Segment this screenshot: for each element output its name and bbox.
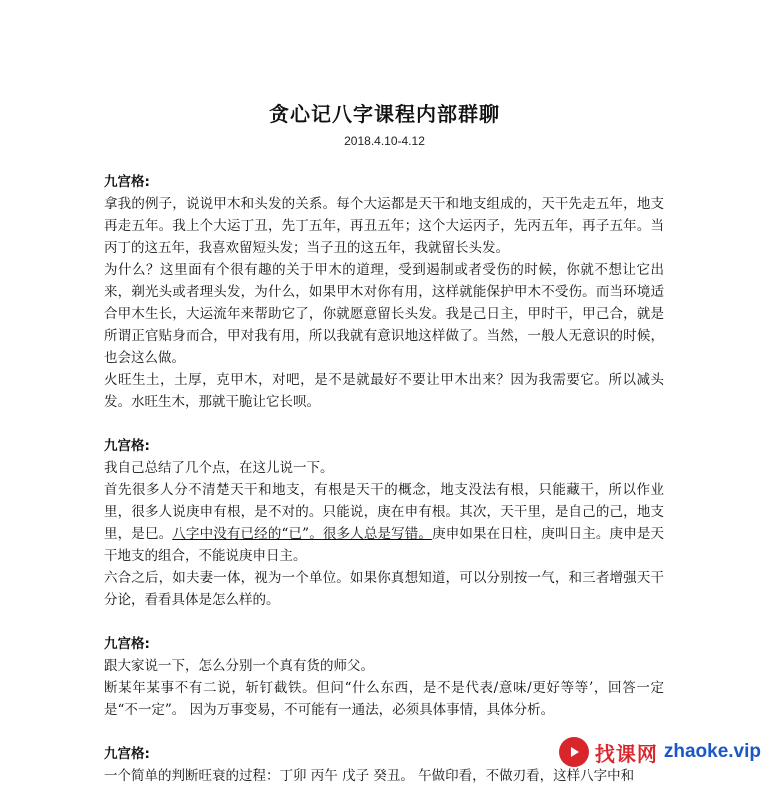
- speaker-label: 九宫格:: [104, 746, 150, 762]
- message-paragraph: 一个简单的判断旺衰的过程：丁卯 丙午 戊子 癸丑。 午做印看，不做刃看，这样八字中和: [104, 768, 635, 784]
- speaker-label: 九宫格:: [104, 174, 150, 190]
- watermark-cn-text: 找课网: [594, 741, 658, 766]
- message-block: [104, 435, 664, 611]
- message-block: [104, 171, 664, 413]
- message-paragraph: 断某年某事不有二说，斩钉截铁。但问“什么东西，是不是代表/意味/更好等等’，回答一定是“不一定”。 因为万事变易，不可能有一通法，必须具体事情，具体分析。: [104, 680, 664, 718]
- watermark-en-text: zhaoke.vip: [663, 741, 761, 762]
- paragraph-text: 庚申如果在日柱，庚叫日主。庚申是天干地支的组合，不能说庚申日主。: [104, 526, 665, 564]
- chat-transcript: [104, 171, 664, 787]
- message-paragraph: 为什么？这里面有个很有趣的关于甲木的道理，受到遏制或者受伤的时候，你就不想让它出来，剃光头或者理头发，为什么，如果甲木对你有用，这样就能保护甲木不受伤。而当环境适合甲木生长，大运流年来帮助它了，你就愿意留长头发。我是己日主，甲时干，甲己合，就是所谓正官贴身而合，甲对我有用，所以我就有意识地这样做了。当然，一般人无意识的时候，也会这么做。: [104, 262, 664, 366]
- speaker-label: 九宫格:: [104, 636, 150, 652]
- page-title: 贪心记八字课程内部群聊: [269, 102, 500, 126]
- message-paragraph: [104, 479, 664, 567]
- underlined-note: 八字中没有已经的“已”。很多人总是写错。: [172, 526, 433, 542]
- message-block: [104, 633, 664, 721]
- message-paragraph: 跟大家说一下，怎么分别一个真有货的师父。: [104, 658, 374, 674]
- paragraph-text: 首先很多人分不清楚天干和地支，有根是天干的概念，地支没法有根，只能藏干，所以作业里，很多人说庚申有根，是不对的。只能说，庚在申有根。其次，天干里，是自己的己，地支里，是巳。: [104, 482, 664, 542]
- play-icon: [559, 737, 589, 767]
- message-paragraph: 我自己总结了几个点，在这儿说一下。: [104, 460, 334, 476]
- message-paragraph: 六合之后，如夫妻一体，视为一个单位。如果你真想知道，可以分别按一气，和三者增强天干分论，看看具体是怎么样的。: [104, 570, 664, 608]
- message-paragraph: 火旺生土，土厚，克甲木，对吧，是不是就最好不要让甲木出来？因为我需要它。所以减头发。水旺生木，那就干脆让它长呗。: [104, 372, 664, 410]
- speaker-label: 九宫格:: [104, 438, 150, 454]
- page-date: 2018.4.10-4.12: [344, 134, 425, 148]
- site-watermark: [559, 735, 761, 769]
- message-paragraph: 拿我的例子，说说甲木和头发的关系。每个大运都是天干和地支组成的，天干先走五年，地支再走五年。我上个大运丁丑，先丁五年，再丑五年；这个大运丙子，先丙五年，再子五年。当丙丁的这五年，我喜欢留短头发；当子丑的这五年，我就留长头发。: [104, 196, 664, 256]
